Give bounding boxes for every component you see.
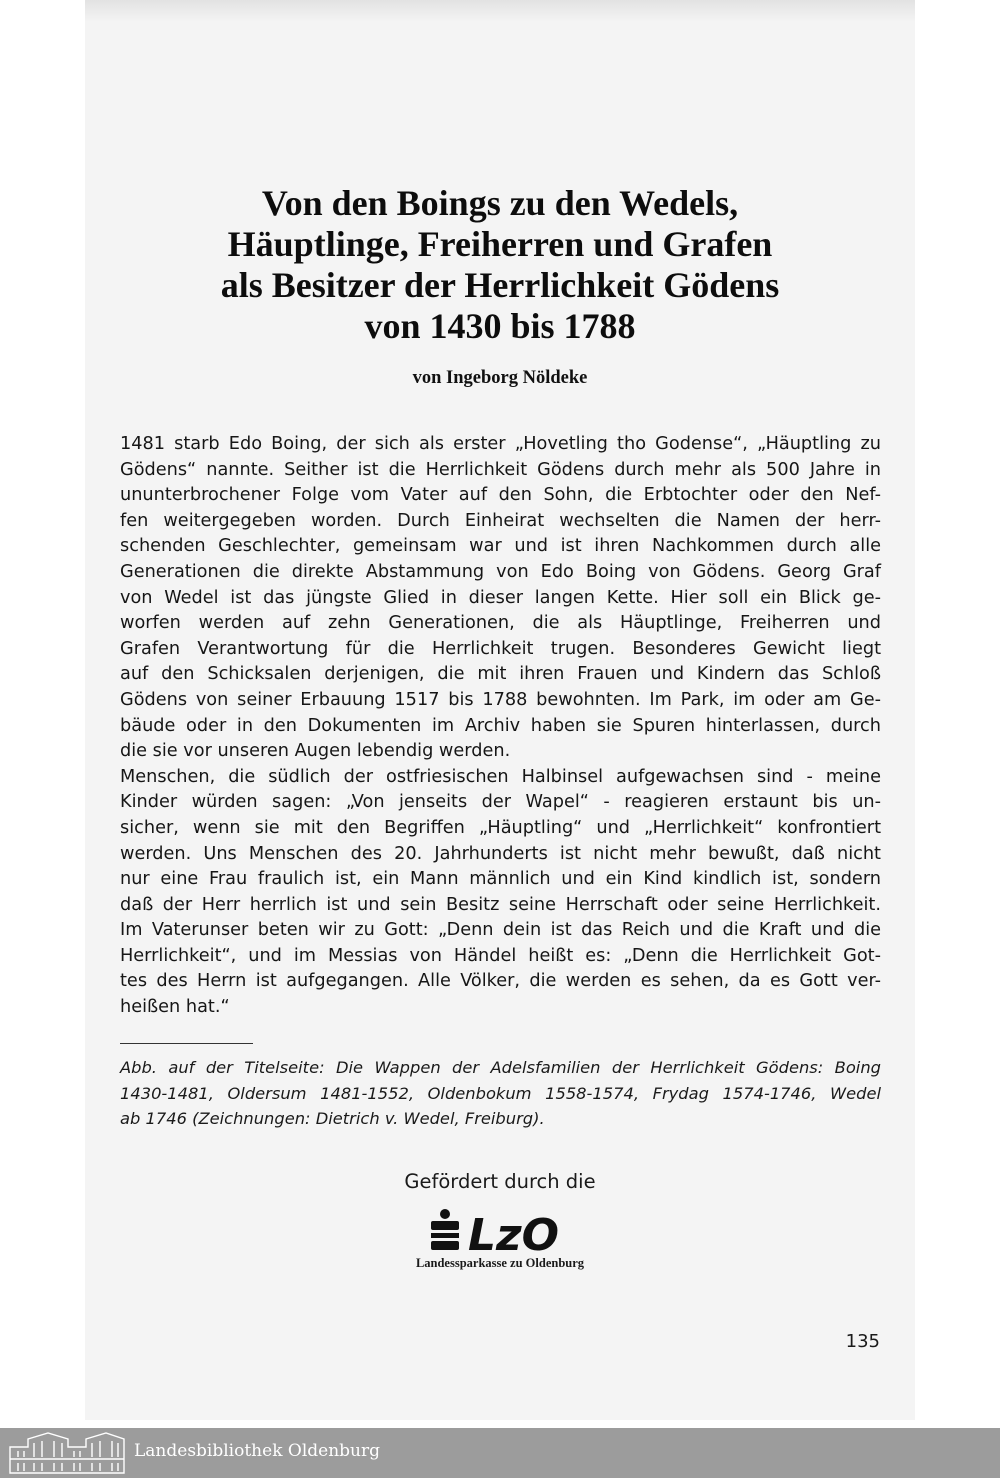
text-line: 1481 starb Edo Boing, der sich als erster „Hovetling tho Godense“, „Häuptling zu: [120, 434, 881, 454]
text-line: Herrlichkeit“, und im Messias von Händel heißt es: „Denn die Herrlichkeit Got-: [120, 945, 881, 966]
lzo-logo: [428, 1208, 578, 1254]
article-title: [120, 183, 880, 347]
sponsor-text: Gefördert durch die: [404, 1170, 596, 1193]
paragraph-1: [120, 432, 881, 765]
text-line: schenden Geschlechter, gemeinsam war und ist ihren Nachkommen durch alle: [120, 536, 881, 557]
article-body: [120, 432, 881, 1021]
text-line: von Wedel ist das jüngste Glied in dieser langen Kette. Hier soll ein Blick ge-: [120, 587, 881, 608]
paragraph-2: [120, 765, 881, 1021]
text-line: auf den Schicksalen derjenigen, die mit ihren Frauen und Kindern das Schloß: [120, 664, 881, 685]
text-line: bäude oder in den Dokumenten im Archiv haben sie Spuren hinterlassen, durch: [120, 715, 881, 736]
figure-caption: [120, 1055, 881, 1132]
text-line: ununterbrochener Folge vom Vater auf den Sohn, die Erbtochter oder den Nef-: [120, 485, 881, 506]
library-name: Landesbibliothek Oldenburg: [134, 1441, 381, 1461]
page-number: 135: [845, 1331, 880, 1352]
text-line: tes des Herrn ist aufgegangen. Alle Völker, die werden es sehen, da es Gott ver-: [120, 971, 881, 992]
library-footer-bar: [0, 1428, 1000, 1478]
scan-shadow: [85, 0, 915, 22]
text-line: Grafen Verantwortung für die Herrlichkeit trugen. Besonderes Gewicht liegt: [120, 638, 881, 659]
title-line-2: Häuptlinge, Freiherren und Grafen: [227, 224, 773, 264]
text-line: Im Vaterunser beten wir zu Gott: „Denn dein ist das Reich und die Kraft und die: [120, 920, 881, 941]
title-line-3: als Besitzer der Herrlichkeit Gödens: [220, 265, 780, 305]
sparkasse-s-icon: [431, 1209, 459, 1250]
library-building-icon: [8, 1431, 126, 1475]
text-line: nur eine Frau fraulich ist, ein Mann männlich und ein Kind kindlich ist, sondern: [120, 869, 881, 890]
text-line: heißen hat.“: [120, 997, 230, 1018]
caption-line: ab 1746 (Zeichnungen: Dietrich v. Wedel, Freiburg).: [120, 1109, 545, 1128]
title-line-1: Von den Boings zu den Wedels,: [261, 183, 739, 223]
title-line-4: von 1430 bis 1788: [364, 306, 636, 346]
text-line: werden. Uns Menschen des 20. Jahrhunderts ist nicht mehr bewußt, daß nicht: [120, 843, 881, 864]
text-line: daß der Herr herrlich ist und sein Besitz seine Herrschaft oder seine Herrlichkeit.: [120, 894, 881, 915]
text-line: fen weitergegeben worden. Durch Einheirat wechselten die Namen der herr-: [120, 510, 881, 531]
lzo-subtitle: Landessparkasse zu Oldenburg: [415, 1256, 585, 1270]
author-line: von Ingeborg Nöldeke: [412, 368, 588, 388]
text-line: Kinder würden sagen: „Von jenseits der Wapel“ - reagieren erstaunt bis un-: [120, 792, 881, 813]
lzo-logo-text: LzO: [468, 1210, 560, 1254]
text-line: Gödens von seiner Erbauung 1517 bis 1788 bewohnten. Im Park, im oder am Ge-: [120, 689, 881, 710]
caption-line: Abb. auf der Titelseite: Die Wappen der Adelsfamilien der Herrlichkeit Gödens: Boing: [120, 1058, 881, 1077]
text-line: worfen werden auf zehn Generationen, die als Häuptlinge, Freiherren und: [120, 613, 881, 634]
caption-line: 1430-1481, Oldersum 1481-1552, Oldenbokum 1558-1574, Frydag 1574-1746, Wedel: [120, 1083, 881, 1103]
text-line: sicher, wenn sie mit den Begriffen „Häuptling“ und „Herrlichkeit“ konfrontiert: [120, 817, 881, 838]
text-line: Menschen, die südlich der ostfriesischen Halbinsel aufgewachsen sind - meine: [120, 766, 881, 787]
footnote-divider: [120, 1043, 253, 1044]
text-line: Gödens“ nannte. Seither ist die Herrlichkeit Gödens durch mehr als 500 Jahre in: [120, 459, 881, 480]
text-line: Generationen die direkte Abstammung von Edo Boing von Gödens. Georg Graf: [120, 561, 881, 582]
text-line: die sie vor unseren Augen lebendig werden.: [120, 741, 511, 762]
